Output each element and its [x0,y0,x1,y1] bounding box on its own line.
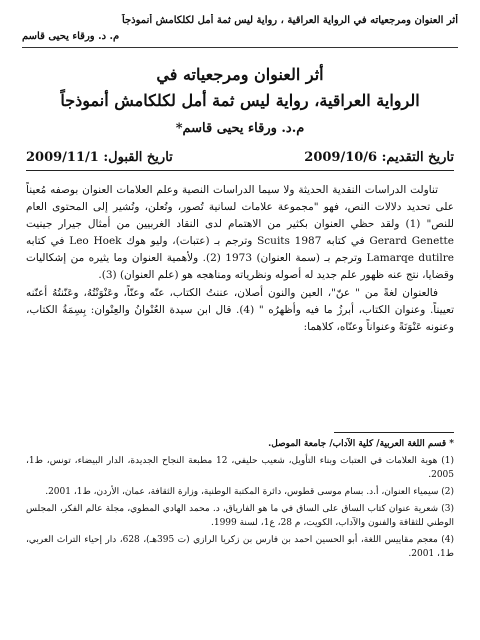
submission-date: تاريخ التقديم: 2009/10/6 [304,150,454,165]
footnote-4: (4) معجم مقاييس اللغة، أبو الحسين احمد بن فارس بن زكريا الرازي (ت 395هـ)، 628، دار إحياء التراث العربي، ط1، 2001. [26,535,454,559]
footnote-2: (2) سيمياء العنوان، أ.د. بسام موسى قطوس، دائرة المكتبة الوطنية، وزارة الثقافة، عمان، الأردن، ط1، 2001. [45,487,454,497]
running-header [22,14,458,48]
running-header-title: أثر العنوان ومرجعياته في الرواية العراقية ، رواية ليس ثمة أمل لكلكامش أنموذجاً [121,15,458,26]
footnote-affiliation: * قسم اللغة العربية/ كلية الآداب/ جامعة الموصل. [268,439,454,449]
article-title-block [30,62,450,140]
footnote-3: (3) شعرية عنوان كتاب الساق على الساق في ما هو الفارياق، د. محمد الهادي المطوي، مجلة عالم الفكر، المجلس الوطني للثقافة والفنون والآداب، الكويت، م 28، ع1، لسنة 1999. [26,504,454,528]
article-title-line-1: أثر العنوان ومرجعياته في [156,65,324,84]
dates-row [26,150,454,171]
body-paragraph-1: تناولت الدراسات النقدية الحديثة ولا سيما الدراسات النصية وعلم العلامات العنوان بوصفه مُعيناً على تحديد دلالات النص، فهو "مجموعة علامات لسانية تُصور، وتُعلن، وتُشير إلى المحتوى العام للنص" (1) ولقد حظي العنوان بكثير من الاهتمام لدى النقاد الغربيين من أمثال جيرار جينيت Gerard Genette في كتابه Scuits 1987 وترجم بـ (عتبات)، وليو هوك Leo Hoek في كتابه Lamarqe dutilre وترجم بـ (سمة العنوان) 1973 (2). ولأهمية العنوان وما يثيره من إشكاليات وقضايا، نتج عنه ظهور علم جديد له أصوله ونظرياته ومناهجه هو (علم العنوان) (3). [26,184,454,281]
footnote-1: (1) هوية العلامات في العتبات وبناء التأويل، شعيب حليفي، 12 مطبعة النجاح الجديدة، الدار البيضاء، تونس، ط1، 2005. [26,456,454,480]
footnotes [26,432,454,564]
body-paragraph-2: فالعنوان لغةً من " عنّ"، العين والنون أصلان، عننتُ الكتاب، عنّه وعنّاً، وعَنْوَنْتُهُ، وعَنّنتُهُ أعنّنه تعييناً. وعنوان الكتاب، أبرزُ ما فيه وأظهرُه " (4). قال ابن سيدة العُنْوانُ والعِنْوان: بِسِمَةُ الكتاب، وعنونه عَنْوَنَةً وعنواناً وعنّاه، كلاهما: [26,287,454,333]
running-header-author: م. د. ورقاء يحيى قاسم [22,31,120,42]
body-text [26,182,454,337]
article-author: م.د. ورقاء يحيى قاسم* [175,121,305,136]
article-title-line-2: الرواية العراقية، رواية ليس ثمة أمل لكلكامش أنموذجاً [60,91,420,110]
acceptance-date: تاريخ القبول: 2009/11/1 [26,150,173,165]
footnote-divider [334,432,454,433]
